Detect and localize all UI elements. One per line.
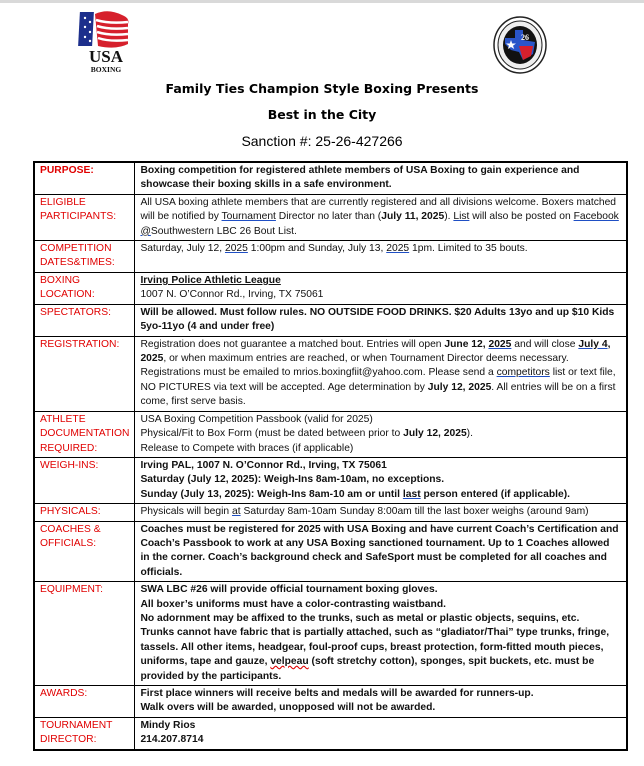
value-physicals [135,504,627,521]
label-text: COMPETITION [40,243,112,255]
label-coaches [34,521,135,582]
label-text: PURPOSE: [40,165,94,176]
value-eligible [135,194,627,240]
text: last [402,488,421,500]
text: , or when maximum entries are reached, or when Tournament Director deems necessary. Registrations must be emailed to mrios.boxingfiit@yahoo.com. Please send a [140,353,569,379]
label-equipment: EQUIPMENT: [34,582,135,686]
text: First place winners will receive belts and medals will be awarded for runners-up. [140,688,534,699]
row-registration [34,336,627,411]
usa-boxing-logo [78,10,134,76]
value-registration [135,336,627,411]
text: June 12, [444,338,489,350]
text: 1:00pm and Sunday, July 13, [247,243,387,255]
text: July 12, 2025 [427,381,492,393]
value-purpose: Boxing competition for registered athlete members of USA Boxing to gain experience and showcase their boxing skills in a safe environment. [135,162,627,194]
label-text: REQUIRED: [40,442,98,454]
text: Director no later than ( [275,211,382,223]
value-equipment [135,582,627,686]
text: Saturday (July 12, 2025): Weigh-Ins 8am-10am, no exceptions. [140,474,445,486]
text: list or text file, NO PICTURES via text will be accepted. Age determination by [140,367,616,393]
text: at [232,506,241,518]
value-documentation [135,411,627,457]
text: Walk overs will be awarded, unopposed will not be awarded. [140,702,436,714]
text: List [453,211,470,223]
label-purpose [34,162,135,194]
value-coaches: Coaches must be registered for 2025 with USA Boxing and have current Coach’s Certification and Coach’s Passbook to work at any USA Boxing sanctioned tournament. Up to 1 Coaches allowed in the corner. Coach’s background check and SafeSport must be completed for all coaches and officials. [135,521,627,582]
label-spectators: SPECTATORS: [34,304,135,336]
row-documentation [34,411,627,457]
text: ). [466,428,473,440]
value-dates [135,241,627,273]
label-text: LOCATION: [40,289,95,301]
text: All USA boxing athlete members that are currently registered and all divisions welcome. Boxers matched will be notified by [140,196,617,223]
row-eligible [34,194,627,240]
text: Physicals will begin [140,506,233,518]
text: No adornment may be affixed to the trunks, such as metal or plastic objects, sequins, etc. [140,612,580,624]
text: July 4 [578,338,608,350]
row-spectators [34,304,627,336]
event-title: Best in the City [267,107,377,122]
text: 2025 [386,243,410,255]
text: person entered (if applicable). [420,488,570,500]
label-location [34,273,135,305]
label-text: COACHES & [40,523,101,535]
text: 2025 [224,243,248,255]
facebook-link[interactable]: Facebook @ [140,211,619,237]
row-awards [34,686,627,718]
value-weighins [135,457,627,503]
svg-text:26: 26 [521,33,529,42]
venue-name: Irving Police Athletic League [140,275,281,287]
text: velpeau [270,656,309,668]
row-director [34,717,627,749]
label-text: PARTICIPANTS: [40,211,117,223]
text: Release to Compete with braces (if applicable) [140,442,354,454]
label-physicals: PHYSICALS: [34,504,135,521]
text: USA Boxing Competition Passbook (valid for 2025) [140,413,373,425]
text: will also be posted on [469,211,574,223]
label-text: ELIGIBLE [40,196,86,208]
value-director [135,717,627,749]
director-phone: 214.207.8714 [140,734,204,746]
text: competitors [496,367,550,379]
label-text: OFFICIALS: [40,537,97,549]
row-coaches [34,521,627,582]
event-info-table [33,161,628,751]
text: Tournament [221,211,276,223]
text: Sunday (July 13, 2025): Weigh-Ins 8am-10 am or until [140,488,403,500]
date-text: July 11, 2025 [381,211,445,223]
label-text: TOURNAMENT [40,719,113,731]
text: Saturday, July 12, [140,243,225,255]
text: , 2025 [140,338,611,365]
svg-text:USA: USA [88,47,124,66]
director-name: Mindy Rios [140,719,196,731]
text: and will close [511,338,579,350]
text: ). [444,211,454,223]
text: Physical/Fit to Box Form (must be dated between prior to [140,428,404,440]
southwestern-association-logo [493,16,547,74]
text: Saturday 8am-10am Sunday 8:00am till the last boxer weighs (around 9am) [240,506,589,518]
label-awards: AWARDS: [34,686,135,718]
svg-text:BOXING: BOXING [90,65,122,74]
venue-address: 1007 N. O’Connor Rd., Irving, TX 75061 [140,289,324,301]
text: All boxer’s uniforms must have a color-contrasting waistband. [140,598,446,610]
text: . All entries will be on a first come, first serve basis. [140,381,616,408]
text: 1pm. Limited to 35 bouts. [409,243,528,255]
label-text: DATES&TIMES: [40,257,115,269]
row-equipment [34,582,627,686]
label-text: DIRECTOR: [40,734,97,746]
value-location [135,273,627,305]
row-dates [34,241,627,273]
text: Southwestern LBC 26 Bout List. [150,225,297,237]
text: Irving PAL, 1007 N. O’Connor Rd., Irving, TX 75061 [140,459,387,471]
label-dates [34,241,135,273]
row-physicals [34,504,627,521]
label-director [34,717,135,749]
label-text: ATHLETE [40,413,86,425]
label-text: BOXING [40,275,81,287]
presenter-title: Family Ties Champion Style Boxing Presents [165,81,479,96]
text: Trunks cannot have fabric that is partially attached, such as “gladiator/Thai” type trunks, fringe, tassels. All other items, headgear, foul-proof cups, breast protection, form-fitted mouth pieces, uniforms, tape and gauze, [140,627,610,668]
sanction-number: Sanction #: 25-26-427266 [241,133,403,149]
text: (soft stretchy cotton), sponges, spit buckets, etc. must be provided by the participants. [140,656,595,682]
text: 2025 [488,338,512,350]
label-eligible [34,194,135,240]
row-weighins [34,457,627,503]
top-edge [0,0,644,3]
value-spectators: Will be allowed. Must follow rules. NO OUTSIDE FOOD DRINKS. $20 Adults 13yo and up $10 Kids 5yo-11yo (4 and under free) [135,304,627,336]
label-registration: REGISTRATION: [34,336,135,411]
label-documentation [34,411,135,457]
text: July 12, 2025 [403,428,467,440]
row-purpose [34,162,627,194]
label-weighins: WEIGH-INS: [34,457,135,503]
text: Registration does not guarantee a matched bout. Entries will open [140,338,445,350]
text: SWA LBC #26 will provide official tournament boxing gloves. [140,584,438,596]
value-awards [135,686,627,718]
label-text: DOCUMENTATION [40,428,130,440]
row-location [34,273,627,305]
